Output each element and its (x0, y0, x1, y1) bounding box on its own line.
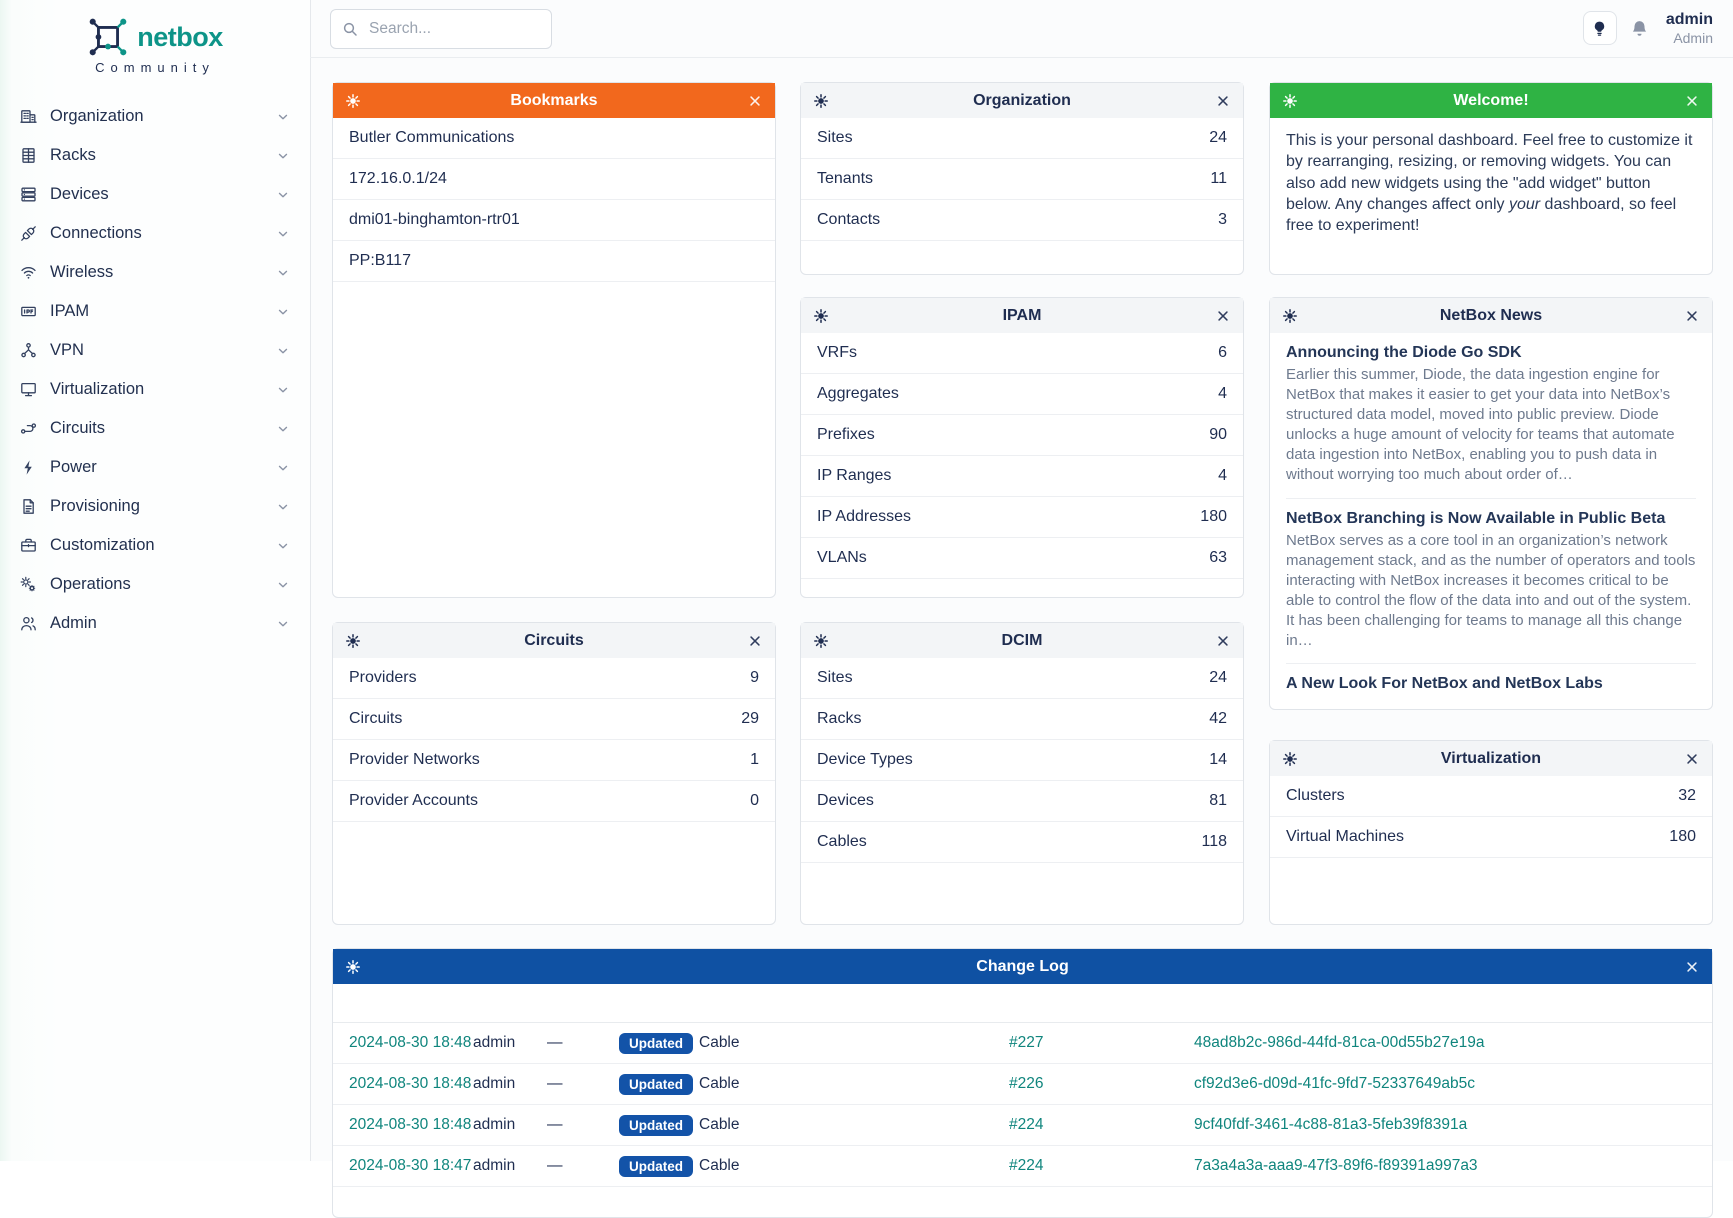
stat-label-link[interactable]: Provider Accounts (349, 792, 478, 809)
stat-label-link[interactable]: Racks (817, 710, 862, 727)
bookmark-item-butler-communications[interactable]: Butler Communications (333, 118, 775, 159)
stat-row-providers (333, 658, 775, 699)
admin-icon (20, 615, 38, 633)
sidebar-item-virtualization[interactable] (0, 370, 310, 409)
changelog-type: Cable (699, 1075, 740, 1092)
widget-header (333, 623, 775, 658)
sidebar-item-label: Operations (50, 575, 131, 593)
action-badge: Updated (619, 1074, 693, 1095)
welcome-text: This is your personal dashboard. Feel free to customize it by rearranging, resizing, or removing widgets. You can also add new widgets using the "add widget" button below. Any changes affect only your dashboard, so feel free to experiment! (1286, 132, 1693, 235)
stat-value-link[interactable]: 24 (1209, 129, 1227, 146)
news-headline-link[interactable]: NetBox Branching is Now Available in Public Beta (1286, 509, 1666, 527)
sidebar-item-label: VPN (50, 341, 84, 359)
changelog-body (333, 1023, 1712, 1187)
stat-value-link[interactable]: 11 (1210, 170, 1227, 187)
widget-header (1270, 741, 1712, 776)
changelog-object-link[interactable]: #227 (1009, 1034, 1044, 1051)
sidebar-item-connections[interactable] (0, 214, 310, 253)
bookmark-item-dmi01-binghamton-rtr01[interactable]: dmi01-binghamton-rtr01 (333, 200, 775, 241)
stat-row-prefixes (801, 415, 1243, 456)
news-item-a-new-look-for-netbox-and-netbox-labs (1286, 663, 1696, 705)
sidebar-item-label: Organization (50, 107, 144, 125)
widget-virtualization (1269, 740, 1713, 925)
widget-title: DCIM (1001, 631, 1043, 649)
stat-value-link[interactable]: 14 (1209, 751, 1227, 768)
sidebar-item-label: Provisioning (50, 497, 140, 515)
widget-header (1270, 298, 1712, 333)
stat-value-link[interactable]: 24 (1209, 669, 1227, 686)
customization-icon (20, 537, 38, 555)
stat-label-link[interactable]: Providers (349, 669, 417, 686)
chevron-down-icon (276, 422, 290, 436)
close-icon[interactable] (1684, 959, 1700, 975)
gear-icon[interactable] (345, 93, 361, 109)
widget-circuits (332, 622, 776, 925)
gear-icon[interactable] (813, 308, 829, 324)
changelog-username: admin (473, 1075, 516, 1092)
stat-value-link[interactable]: 3 (1218, 211, 1227, 228)
stat-row-racks (801, 699, 1243, 740)
stat-value-link[interactable]: 0 (750, 792, 759, 809)
stat-label-link[interactable]: IP Addresses (817, 508, 911, 525)
gear-icon[interactable] (1282, 751, 1298, 767)
stat-label-link[interactable]: Contacts (817, 211, 881, 228)
sidebar-item-ipam[interactable] (0, 292, 310, 331)
stat-label-link[interactable]: Devices (817, 792, 874, 809)
close-icon[interactable] (747, 633, 763, 649)
stat-label-link[interactable]: VLANs (817, 549, 867, 566)
widget-title: Organization (973, 91, 1071, 109)
sidebar-item-racks[interactable] (0, 136, 310, 175)
widget-header (1270, 83, 1712, 118)
changelog-request-id-link[interactable]: 9cf40fdf-3461-4c88-81a3-5feb39f8391a (1194, 1116, 1468, 1133)
changelog-object-link[interactable]: #224 (1009, 1157, 1044, 1174)
changelog-object-link[interactable]: #224 (1009, 1116, 1044, 1133)
sidebar-nav (0, 97, 310, 643)
changelog-username: admin (473, 1034, 516, 1051)
sidebar-item-vpn[interactable] (0, 331, 310, 370)
chevron-down-icon (276, 461, 290, 475)
stat-value-link[interactable]: 29 (741, 710, 759, 727)
sidebar-item-customization[interactable] (0, 526, 310, 565)
stat-row-aggregates (801, 374, 1243, 415)
stat-row-ip-ranges (801, 456, 1243, 497)
gear-icon[interactable] (813, 93, 829, 109)
widget-header (801, 623, 1243, 658)
sidebar-item-organization[interactable] (0, 97, 310, 136)
action-badge: Updated (619, 1115, 693, 1136)
brand-name: netbox (137, 21, 223, 52)
changelog-header-row (333, 984, 1712, 1023)
chevron-down-icon (276, 578, 290, 592)
theme-toggle-button[interactable] (1583, 11, 1617, 45)
close-icon[interactable] (1684, 308, 1700, 324)
sidebar-item-label: Wireless (50, 263, 114, 281)
stat-row-cables (801, 822, 1243, 863)
sidebar-item-label: Virtualization (50, 380, 145, 398)
sidebar-item-label: Devices (50, 185, 109, 203)
sidebar-item-admin[interactable] (0, 604, 310, 643)
stat-row-vrfs (801, 333, 1243, 374)
changelog-request-id-link[interactable]: 48ad8b2c-986d-44fd-81ca-00d55b27e19a (1194, 1034, 1485, 1051)
stat-label-link[interactable]: Aggregates (817, 385, 899, 402)
stat-label-link[interactable]: Device Types (817, 751, 913, 768)
widget-header (333, 949, 1712, 984)
close-icon[interactable] (1215, 308, 1231, 324)
gear-icon[interactable] (813, 633, 829, 649)
stat-label-link[interactable]: Cables (817, 833, 867, 850)
stat-value-link[interactable]: 32 (1678, 787, 1696, 804)
sidebar-item-label: Racks (50, 146, 96, 164)
stat-label-link[interactable]: IP Ranges (817, 467, 892, 484)
widget-title: Change Log (976, 957, 1069, 975)
changelog-row-2024-08-30-18-48 (333, 1105, 1712, 1146)
widget-title: IPAM (1002, 306, 1042, 324)
news-item-netbox-branching-is-now-available-in-pub (1286, 498, 1696, 664)
power-icon (20, 459, 38, 477)
news-headline-link[interactable]: A New Look For NetBox and NetBox Labs (1286, 675, 1603, 693)
bookmark-item-pp-b117[interactable]: PP:B117 (333, 241, 775, 282)
news-headline-link[interactable]: Announcing the Diode Go SDK (1286, 344, 1522, 361)
stat-value-link[interactable]: 6 (1218, 344, 1227, 361)
chevron-down-icon (276, 500, 290, 514)
connections-icon (20, 225, 38, 243)
stat-row-tenants (801, 159, 1243, 200)
stat-row-device-types (801, 740, 1243, 781)
changelog-request-id-link[interactable]: 7a3a4a3a-aaa9-47f3-89f6-f89391a997a3 (1194, 1157, 1478, 1174)
ipam-icon (20, 303, 38, 321)
stat-row-provider-networks (333, 740, 775, 781)
vpn-icon (20, 342, 38, 360)
brand-subtitle: Community (95, 60, 215, 75)
stat-value-link[interactable]: 42 (1209, 710, 1227, 727)
stat-value-link[interactable]: 4 (1218, 385, 1227, 402)
stat-label-link[interactable]: Circuits (349, 710, 403, 727)
sidebar-item-label: Power (50, 458, 97, 476)
widget-title: Circuits (524, 631, 584, 649)
close-icon[interactable] (747, 93, 763, 109)
widget-ipam (800, 297, 1244, 598)
stat-value-link[interactable]: 90 (1209, 426, 1227, 443)
chevron-down-icon (276, 344, 290, 358)
widget-title: Welcome! (1453, 91, 1529, 109)
sidebar-item-wireless[interactable] (0, 253, 310, 292)
stat-label-link[interactable]: Clusters (1286, 787, 1345, 804)
gear-icon[interactable] (1282, 308, 1298, 324)
stat-value-link[interactable]: 81 (1209, 792, 1227, 809)
widget-bookmarks (332, 82, 776, 598)
gear-icon[interactable] (1282, 93, 1298, 109)
widget-change-log (332, 948, 1713, 1218)
searchbox (330, 9, 552, 49)
news-teaser: NetBox serves as a core tool in an organization’s network management stack, and as the number of operators and tools interacting with NetBox increases it becomes critical to be able to control the flow of the data into and out of the system. It has been challenging for teams to manage all this change in… (1286, 531, 1696, 650)
stat-value-link[interactable]: 180 (1669, 828, 1696, 845)
close-icon[interactable] (1215, 93, 1231, 109)
chevron-down-icon (276, 266, 290, 280)
chevron-down-icon (276, 227, 290, 241)
bell-icon (1630, 19, 1649, 38)
stat-label-link[interactable]: Sites (817, 669, 853, 686)
notifications-button[interactable] (1630, 19, 1649, 38)
changelog-row-2024-08-30-18-48 (333, 1064, 1712, 1105)
search-icon (342, 21, 358, 37)
changelog-type: Cable (699, 1034, 740, 1051)
changelog-type: Cable (699, 1116, 740, 1133)
widget-header (801, 83, 1243, 118)
changelog-time-link[interactable]: 2024-08-30 18:48 (349, 1034, 472, 1051)
sidebar-item-operations[interactable] (0, 565, 310, 604)
sidebar-item-label: IPAM (50, 302, 90, 320)
action-badge: Updated (619, 1033, 693, 1054)
stat-value-link[interactable]: 4 (1218, 467, 1227, 484)
sidebar-item-label: Customization (50, 536, 155, 554)
stat-row-sites (801, 118, 1243, 159)
changelog-request-id-link[interactable]: cf92d3e6-d09d-41fc-9fd7-52337649ab5c (1194, 1075, 1475, 1092)
stat-row-devices (801, 781, 1243, 822)
sidebar-item-label: Connections (50, 224, 142, 242)
close-icon[interactable] (1215, 633, 1231, 649)
virtualization-icon (20, 381, 38, 399)
changelog-username: admin (473, 1116, 516, 1133)
gear-icon[interactable] (345, 959, 361, 975)
changelog-fullname: — (547, 1116, 563, 1133)
widget-netbox-news (1269, 297, 1713, 710)
changelog-fullname: — (547, 1034, 563, 1051)
gear-icon[interactable] (345, 633, 361, 649)
chevron-down-icon (276, 188, 290, 202)
changelog-row-2024-08-30-18-47 (333, 1146, 1712, 1187)
chevron-down-icon (276, 617, 290, 631)
chevron-down-icon (276, 110, 290, 124)
stat-row-contacts (801, 200, 1243, 241)
bookmark-item-172-16-0-1-24[interactable]: 172.16.0.1/24 (333, 159, 775, 200)
user-role: Admin (1673, 29, 1713, 46)
devices-icon (20, 186, 38, 204)
changelog-time-link[interactable]: 2024-08-30 18:47 (349, 1157, 472, 1174)
circuits-icon (20, 420, 38, 438)
chevron-down-icon (276, 149, 290, 163)
stat-label-link[interactable]: Provider Networks (349, 751, 480, 768)
netbox-logo-icon (87, 16, 129, 58)
widget-header (801, 298, 1243, 333)
dashboard (310, 57, 1733, 1174)
stat-row-clusters (1270, 776, 1712, 817)
lightbulb-icon (1591, 20, 1608, 37)
action-badge: Updated (619, 1156, 693, 1177)
news-item-announcing-the-diode-go-sdk (1286, 333, 1696, 498)
sidebar-item-label: Admin (50, 614, 97, 632)
netbox-logo[interactable] (0, 0, 310, 75)
changelog-time-link[interactable]: 2024-08-30 18:48 (349, 1075, 472, 1092)
stat-value-link[interactable]: 9 (750, 669, 759, 686)
close-icon[interactable] (1684, 751, 1700, 767)
user-menu[interactable] (1666, 11, 1713, 45)
changelog-username: admin (473, 1157, 516, 1174)
sidebar-item-provisioning[interactable] (0, 487, 310, 526)
stat-label-link[interactable]: Tenants (817, 170, 874, 187)
topbar (310, 0, 1733, 58)
changelog-fullname: — (547, 1075, 563, 1092)
stat-row-circuits (333, 699, 775, 740)
news-teaser: Earlier this summer, Diode, the data ingestion engine for NetBox that makes it easier to get your data into NetBox’s structured data model, moved into public preview. Diode unlocks a huge amount of velocity for teams that automate data ingestion into NetBox, enabling you to push data in without worrying too much about order of… (1286, 366, 1675, 484)
stat-label-link[interactable]: VRFs (817, 344, 857, 361)
username: admin (1665, 11, 1713, 29)
racks-icon (20, 147, 38, 165)
chevron-down-icon (276, 539, 290, 553)
changelog-row-2024-08-30-18-48 (333, 1023, 1712, 1064)
widget-organization (800, 82, 1244, 275)
close-icon[interactable] (1684, 93, 1700, 109)
widget-header (333, 83, 775, 118)
changelog-object-link[interactable]: #226 (1009, 1075, 1044, 1092)
wireless-icon (20, 264, 38, 282)
chevron-down-icon (276, 305, 290, 319)
stat-value-link[interactable]: 63 (1209, 549, 1227, 566)
changelog-time-link[interactable]: 2024-08-30 18:48 (349, 1116, 472, 1133)
main-area (310, 0, 1733, 1174)
stat-row-sites (801, 658, 1243, 699)
sidebar (0, 0, 311, 1161)
widget-title: Virtualization (1440, 749, 1542, 767)
operations-icon (20, 576, 38, 594)
search-input[interactable] (330, 9, 552, 49)
sidebar-item-devices[interactable] (0, 175, 310, 214)
stat-row-ip-addresses (801, 497, 1243, 538)
changelog-fullname: — (547, 1157, 563, 1174)
stat-value-link[interactable]: 118 (1201, 833, 1227, 850)
provisioning-icon (20, 498, 38, 516)
organization-icon (20, 108, 38, 126)
stat-value-link[interactable]: 180 (1200, 508, 1227, 525)
sidebar-item-label: Circuits (50, 419, 106, 437)
stat-value-link[interactable]: 1 (750, 751, 759, 768)
widget-title: NetBox News (1439, 306, 1543, 324)
stat-row-vlans (801, 538, 1243, 579)
widget-dcim (800, 622, 1244, 925)
widget-title: Bookmarks (510, 91, 598, 109)
stat-label-link[interactable]: Prefixes (817, 426, 875, 443)
stat-label-link[interactable]: Sites (817, 129, 853, 146)
sidebar-item-circuits[interactable] (0, 409, 310, 448)
stat-row-virtual-machines (1270, 817, 1712, 858)
stat-label-link[interactable]: Virtual Machines (1286, 828, 1404, 845)
chevron-down-icon (276, 383, 290, 397)
changelog-type: Cable (699, 1157, 740, 1174)
widget-welcome (1269, 82, 1713, 275)
stat-row-provider-accounts (333, 781, 775, 822)
sidebar-item-power[interactable] (0, 448, 310, 487)
